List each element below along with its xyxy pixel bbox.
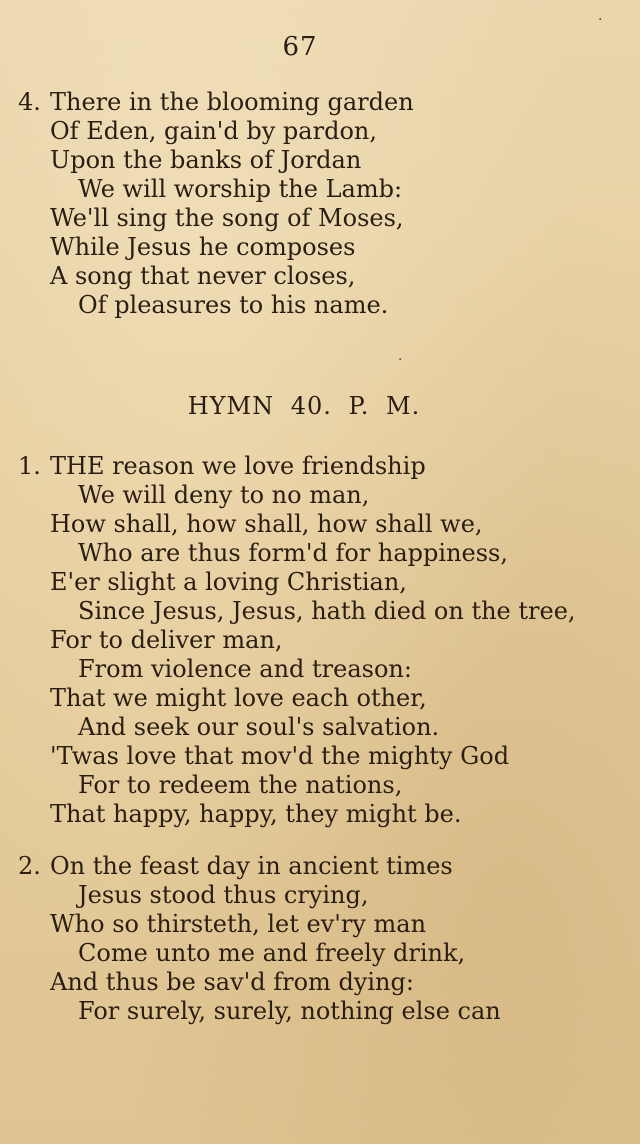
verse-line: 'Twas love that mov'd the mighty God [50, 742, 510, 770]
verse-number: 1. [18, 452, 41, 480]
verse-line: And seek our soul's salvation. [78, 713, 440, 741]
verse-line: For to deliver man, [50, 626, 283, 654]
ink-speck: · [398, 352, 403, 368]
page-number: 67 [282, 32, 318, 62]
verse-line: Of pleasures to his name. [78, 291, 389, 319]
verse-line: 2. On the feast day in ancient times [18, 852, 453, 880]
verse-line: That happy, happy, they might be. [50, 800, 462, 828]
verse-number: 2. [18, 852, 41, 880]
verse-line: 4. There in the blooming garden [18, 88, 414, 116]
verse-line: We will worship the Lamb: [78, 175, 403, 203]
verse-line: 1. THE reason we love friendship [18, 452, 426, 480]
ink-speck: · [598, 12, 603, 28]
verse-number: 4. [18, 88, 41, 116]
verse-line: A song that never closes, [50, 262, 356, 290]
verse-line: Since Jesus, Jesus, hath died on the tree, [78, 597, 576, 625]
verse-4 [18, 88, 628, 320]
hymn-title: HYMN 40. P. M. [187, 392, 421, 420]
verse-line: That we might love each other, [50, 684, 427, 712]
verse-line: We'll sing the song of Moses, [50, 204, 404, 232]
verse-2 [18, 852, 628, 1026]
verse-line: E'er slight a loving Christian, [50, 568, 407, 596]
verse-line: From violence and treason: [78, 655, 412, 683]
verse-line: And thus be sav'd from dying: [50, 968, 414, 996]
verse-line: We will deny to no man, [78, 481, 370, 509]
verse-line: For to redeem the nations, [78, 771, 403, 799]
verse-line: Come unto me and freely drink, [78, 939, 466, 967]
verse-line: Who are thus form'd for happiness, [78, 539, 508, 567]
verse-line: Jesus stood thus crying, [78, 881, 369, 909]
verse-line: Of Eden, gain'd by pardon, [50, 117, 377, 145]
verse-line: Upon the banks of Jordan [50, 146, 362, 174]
verse-line: For surely, surely, nothing else can [78, 997, 501, 1025]
verse-line: Who so thirsteth, let ev'ry man [50, 910, 427, 938]
verse-1 [18, 452, 628, 829]
verse-line: While Jesus he composes [50, 233, 356, 261]
verse-line: How shall, how shall, how shall we, [50, 510, 483, 538]
